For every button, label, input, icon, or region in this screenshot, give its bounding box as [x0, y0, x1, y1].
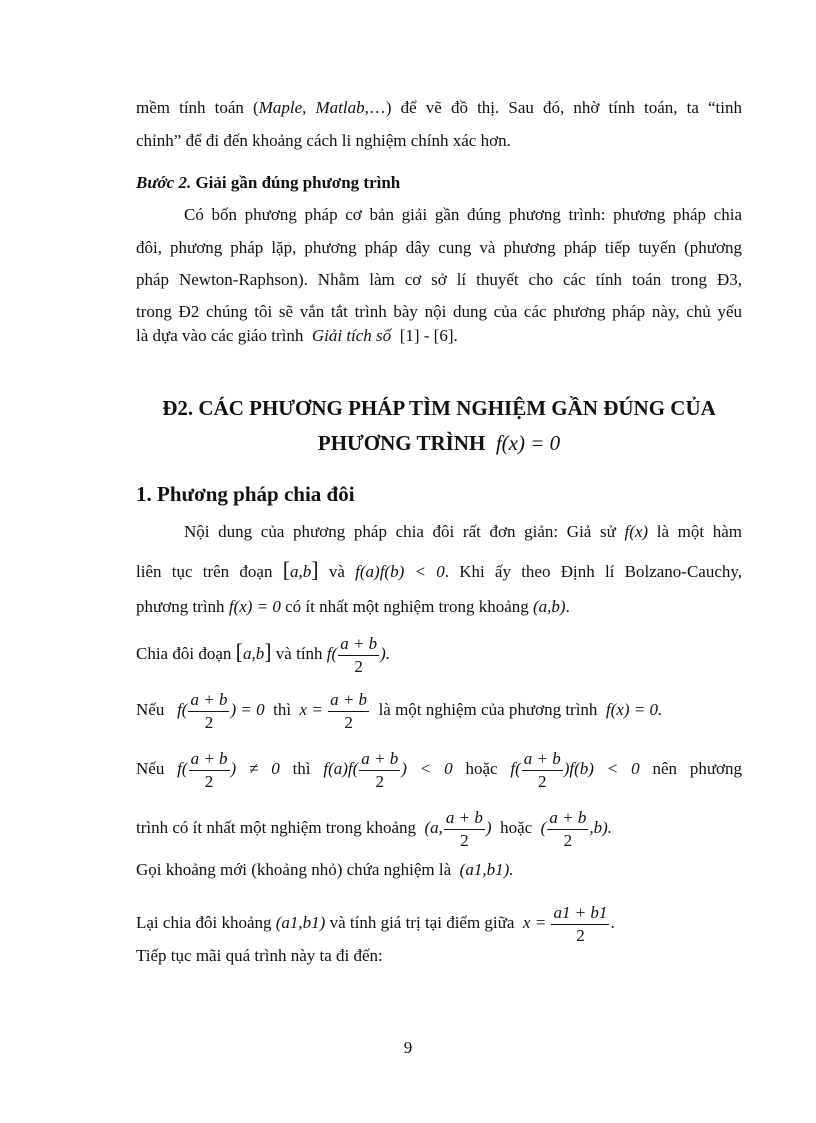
section1-line-6: Nếu f( $\frac{a + b}{2}$ ) ≠ 0 thì f(a)f( $\frac{a + b}{2}$ ) < 0 hoặc f( $\frac{a + b}{2}$ )f(b) < 0 nên phương: [136, 749, 743, 791]
chapter-title-line-1: Đ2. CÁC PHƯƠNG PHÁP TÌM NGHIỆM GẦN ĐÚNG CỦA: [162, 396, 716, 420]
fraction: $\frac{a + b}{2}$: [445, 808, 483, 850]
fraction: $\frac{a + b}{2}$: [523, 749, 561, 791]
fraction: $\frac{a + b}{2}$: [330, 690, 368, 732]
fraction: $\frac{a + b}{2}$: [549, 808, 587, 850]
fraction: $\frac{a + b}{2}$: [190, 749, 228, 791]
section-1-heading: 1. Phương pháp chia đôi: [136, 482, 355, 506]
page-number: 9: [403, 1038, 413, 1057]
intro-line-1: mềm tính toán (Maple, Matlab,…) để vẽ đồ thị. Sau đó, nhờ tính toán, ta “tinh: [136, 98, 743, 117]
section1-line-7: trình có ít nhất một nghiệm trong khoảng (a, $\frac{a + b}{2}$ ) hoặc ( $\frac{a + b}{2}$ ,b).: [136, 808, 612, 850]
step2-line-5: là dựa vào các giáo trình Giải tích số [1] - [6].: [136, 326, 458, 345]
section1-line-3: phương trình f(x) = 0 có ít nhất một nghiệm trong khoảng (a,b).: [136, 597, 570, 616]
chapter-title-line-2: PHƯƠNG TRÌNH f(x) = 0: [317, 431, 561, 455]
intro-line-2: chỉnh” để đi đến khoảng cách li nghiệm chính xác hơn.: [136, 131, 511, 150]
section1-line-4: Chia đôi đoạn [a,b] và tính f( $\frac{a + b}{2}$ ).: [136, 634, 391, 676]
fraction: $\frac{a + b}{2}$: [340, 634, 378, 676]
step2-line-1: Có bốn phương pháp cơ bản giải gần đúng phương trình: phương pháp chia: [184, 205, 742, 224]
section1-line-9: Lại chia đôi khoảng (a1,b1) và tính giá trị tại điểm giữa x = $\frac{a1 + b1}{2}$ .: [136, 903, 615, 945]
fraction: $\frac{a + b}{2}$: [361, 749, 399, 791]
section1-line-2: liên tục trên đoạn [a,b] và f(a)f(b) < 0. Khi ấy theo Định lí Bolzano-Cauchy,: [136, 557, 743, 582]
step2-line-2: đôi, phương pháp lặp, phương pháp dây cung và phương pháp tiếp tuyến (phương: [136, 238, 742, 257]
step2-heading: Bước 2. Giải gần đúng phương trình: [136, 173, 401, 192]
section1-line-8: Gọi khoảng mới (khoảng nhỏ) chứa nghiệm là (a1,b1).: [136, 860, 514, 879]
fraction: $\frac{a1 + b1}{2}$: [553, 903, 608, 945]
step2-line-3: pháp Newton-Raphson). Nhằm làm cơ sở lí thuyết cho các tính toán trong Đ3,: [136, 270, 742, 289]
section1-line-10: Tiếp tục mãi quá trình này ta đi đến:: [136, 946, 383, 965]
section1-line-5: Nếu f( $\frac{a + b}{2}$ ) = 0 thì x = $\frac{a + b}{2}$ là một nghiệm của phương trình f(x) = 0.: [136, 690, 663, 732]
fraction: $\frac{a + b}{2}$: [190, 690, 228, 732]
step2-line-4: trong Đ2 chúng tôi sẽ vắn tắt trình bày nội dung của các phương pháp này, chủ yếu: [136, 302, 742, 321]
section1-line-1: Nội dung của phương pháp chia đôi rất đơn giản: Giả sử f(x) là một hàm: [184, 522, 743, 541]
